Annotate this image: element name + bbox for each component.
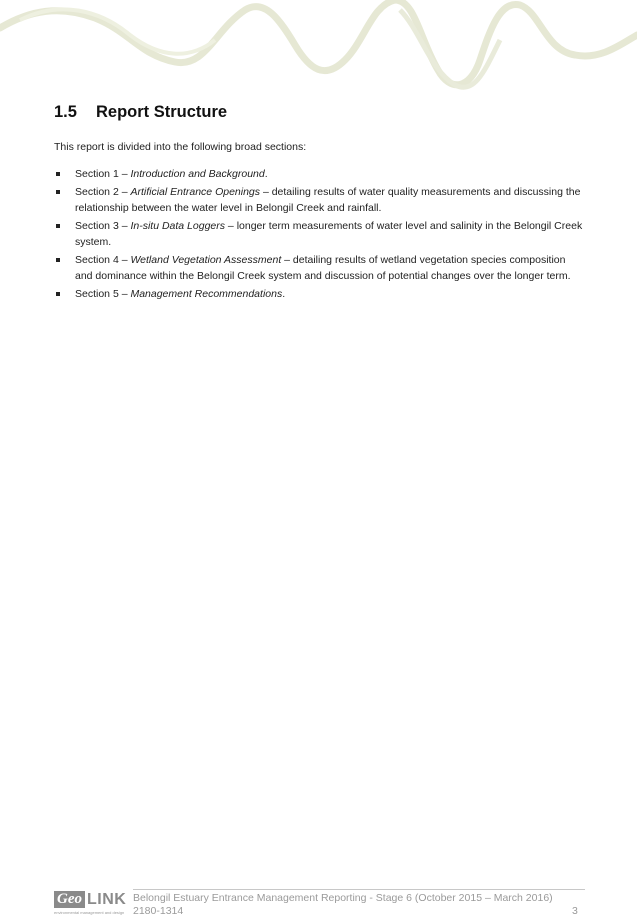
logo-geo-text: Geo	[54, 891, 85, 908]
bullet-square-icon	[56, 172, 60, 176]
bullet-square-icon	[56, 190, 60, 194]
footer-title: Belongil Estuary Entrance Management Reporting - Stage 6 (October 2015 – March 2016)	[133, 892, 553, 904]
section-number: 1.5	[54, 103, 77, 121]
footer-reference: 2180-1314	[133, 905, 184, 917]
item-description: – longer term measurements of water level and salinity in the Belongil Creek system.	[75, 220, 583, 248]
item-title: Artificial Entrance Openings	[130, 186, 261, 198]
item-prefix: Section 3 –	[75, 220, 131, 232]
header-wave-decoration	[0, 0, 637, 110]
item-prefix: Section 4 –	[75, 254, 131, 266]
item-description: .	[264, 168, 268, 180]
section-list	[54, 166, 584, 304]
item-title: Management Recommendations	[130, 288, 283, 300]
footer-document-title	[133, 892, 573, 918]
section-title: Report Structure	[96, 103, 228, 121]
bullet-square-icon	[56, 258, 60, 262]
footer-divider	[133, 889, 585, 890]
item-title: Introduction and Background	[130, 168, 265, 180]
list-item	[54, 184, 584, 216]
list-item	[54, 166, 584, 182]
item-title: In-situ Data Loggers	[130, 220, 226, 232]
logo-link-text: LINK	[87, 891, 127, 908]
list-item	[54, 252, 584, 284]
logo-tagline: environmental management and design	[54, 910, 125, 915]
list-item	[54, 286, 584, 302]
item-prefix: Section 2 –	[75, 186, 131, 198]
item-description: – detailing results of wetland vegetation species composition and dominance within the Belongil Creek system and discussion of potential changes over the longer term.	[75, 254, 571, 282]
bullet-square-icon	[56, 224, 60, 228]
bullet-square-icon	[56, 292, 60, 296]
item-description: – detailing results of water quality measurements and discussing the relationship between the water level in Belongil Creek and rainfall.	[75, 186, 581, 214]
intro-paragraph: This report is divided into the following broad sections:	[54, 141, 307, 153]
item-prefix: Section 1 –	[75, 168, 131, 180]
geolink-logo	[54, 891, 126, 921]
item-prefix: Section 5 –	[75, 288, 131, 300]
list-item	[54, 218, 584, 250]
page-number: 3	[572, 905, 578, 917]
item-description: .	[282, 288, 286, 300]
section-heading	[54, 103, 227, 122]
item-title: Wetland Vegetation Assessment	[130, 254, 282, 266]
